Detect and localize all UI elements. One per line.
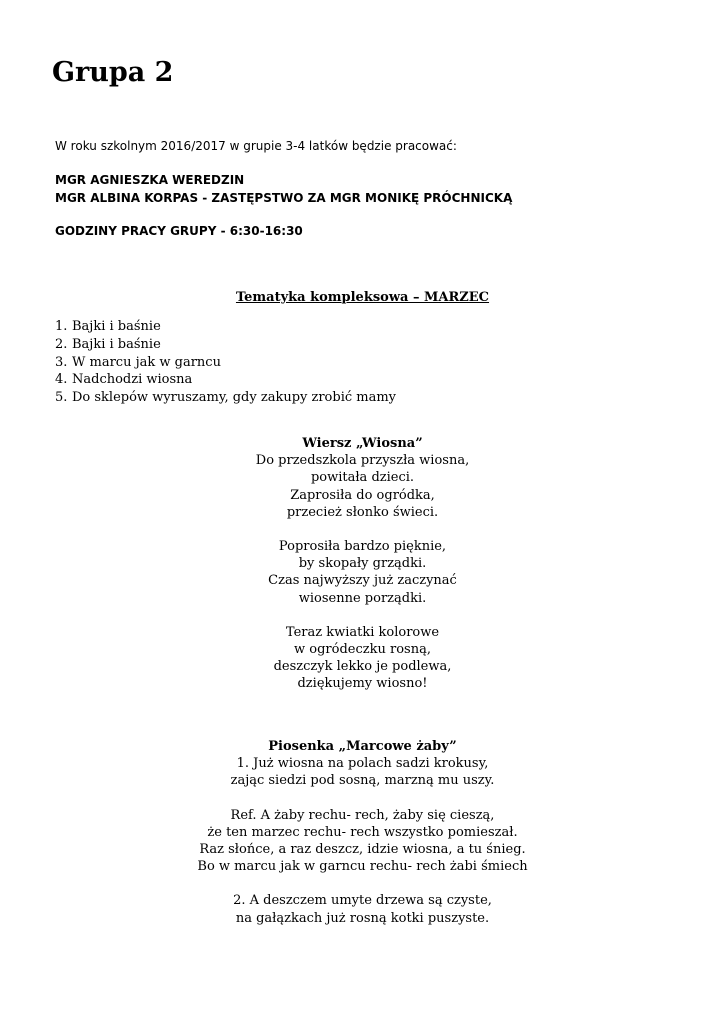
song-line: Ref. A żaby rechu- rech, żaby się cieszą, — [230, 807, 495, 823]
song-stanza — [0, 807, 725, 876]
song-line: Bo w marcu jak w garncu rechu- rech żabi śmiech — [197, 859, 528, 875]
song-stanza — [0, 755, 725, 789]
poem-line: wiosenne porządki. — [298, 590, 427, 606]
poem-stanza — [0, 452, 725, 521]
theme-title: Tematyka kompleksowa – MARZEC — [235, 290, 490, 305]
list-item — [55, 336, 396, 354]
song-line: 1. Już wiosna na polach sadzi krokusy, — [236, 756, 489, 772]
poem-line: Poprosiła bardzo pięknie, — [278, 539, 447, 555]
poem — [0, 435, 725, 693]
poem-line: w ogródeczku rosną, — [294, 642, 431, 658]
song-line: zając siedzi pod sosną, marzną mu uszy. — [230, 773, 495, 789]
list-item — [55, 389, 396, 407]
song-title: Piosenka „Marcowe żaby” — [268, 739, 457, 754]
song-stanza — [0, 892, 725, 926]
list-item-number: 2. — [55, 336, 68, 352]
poem-title: Wiersz „Wiosna” — [302, 436, 423, 451]
list-item — [55, 318, 396, 336]
teachers-list — [55, 171, 512, 207]
list-item-number: 1. — [55, 319, 68, 334]
list-item-text: Do sklepów wyruszamy, gdy zakupy zrobić mamy — [72, 390, 397, 406]
list-item-number: 3. — [55, 354, 68, 370]
poem-line: powitała dzieci. — [310, 470, 415, 486]
song — [0, 738, 725, 927]
list-item — [55, 371, 396, 389]
poem-line: Teraz kwiatki kolorowe — [285, 624, 440, 640]
list-item-number: 4. — [55, 372, 68, 388]
intro-text: W roku szkolnym 2016/2017 w grupie 3-4 latków będzie pracować: — [55, 139, 457, 153]
poem-stanza — [0, 538, 725, 607]
page-title: Grupa 2 — [52, 57, 174, 88]
list-item-text: W marcu jak w garncu — [72, 354, 221, 370]
song-line: 2. A deszczem umyte drzewa są czyste, — [233, 893, 492, 909]
list-item — [55, 354, 396, 372]
poem-stanza — [0, 624, 725, 693]
song-line: na gałązkach już rosną kotki puszyste. — [235, 910, 490, 926]
list-item-text: Nadchodzi wiosna — [72, 372, 193, 388]
list-item-text: Bajki i baśnie — [72, 319, 161, 334]
poem-line: Zaprosiła do ogródka, — [290, 487, 435, 503]
teacher-name: MGR ALBINA KORPAS - ZASTĘPSTWO ZA MGR MONIKĘ PRÓCHNICKĄ — [55, 191, 513, 205]
song-line: Raz słońce, a raz deszcz, idzie wiosna, a tu śnieg. — [199, 842, 526, 858]
song-line: że ten marzec rechu- rech wszystko pomieszał. — [207, 824, 518, 840]
poem-line: by skopały grządki. — [298, 556, 427, 572]
poem-line: dziękujemy wiosno! — [297, 676, 428, 692]
list-item-text: Bajki i baśnie — [72, 336, 161, 352]
list-item-number: 5. — [55, 390, 68, 406]
group-hours: GODZINY PRACY GRUPY - 6:30-16:30 — [55, 224, 303, 238]
topics-list — [55, 318, 396, 407]
poem-line: Czas najwyższy już zaczynać — [268, 573, 457, 589]
poem-line: przecież słonko świeci. — [286, 504, 439, 520]
poem-line: Do przedszkola przyszła wiosna, — [255, 453, 470, 469]
poem-line: deszczyk lekko je podlewa, — [273, 659, 452, 675]
teacher-name: MGR AGNIESZKA WEREDZIN — [55, 173, 245, 187]
